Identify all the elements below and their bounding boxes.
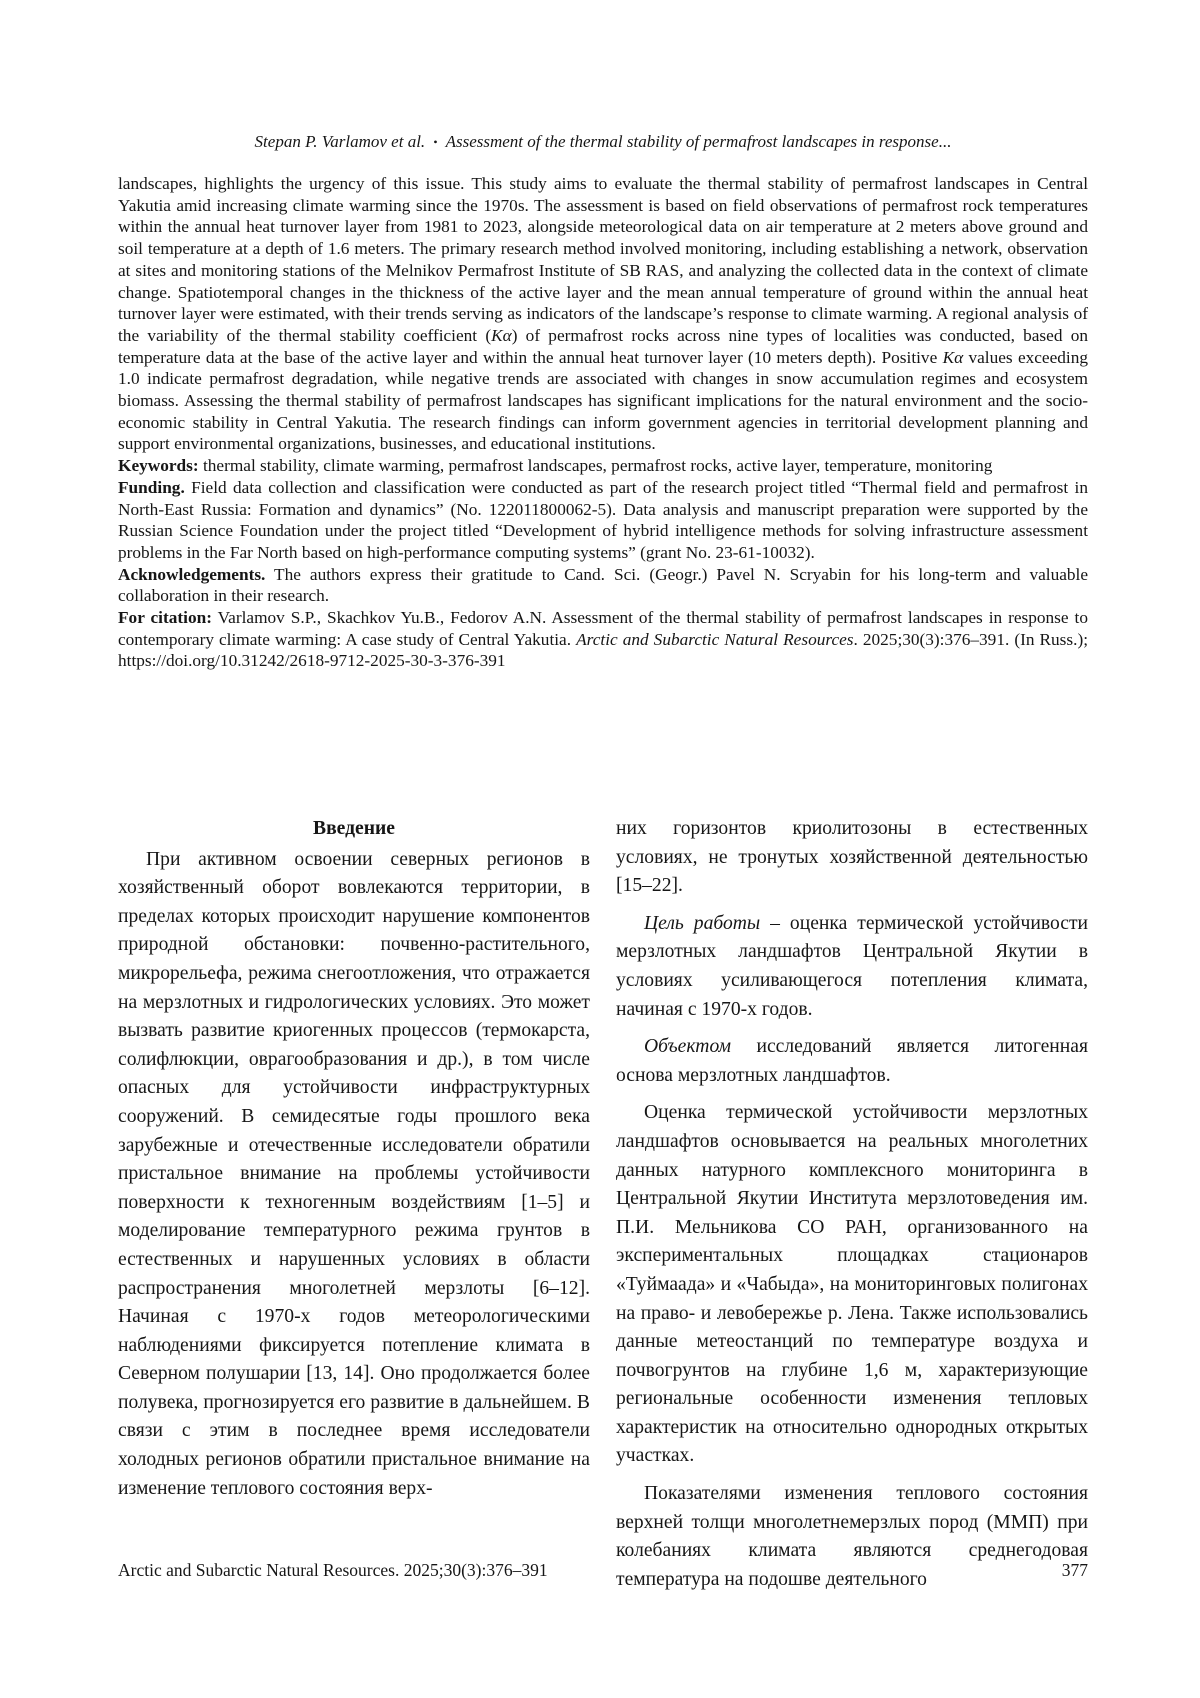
section-title-introduction: Введение: [313, 818, 395, 839]
abstract-block: [118, 173, 1088, 672]
header-separator: •: [433, 135, 438, 149]
paragraph: При активном освоении северных регионов в хозяйственный оборот вовлекаются территории, в пределах которых происходит нарушение компонентов природной обстановки: почвенно-растительного, микрорельефа, режима снегоотложения, что отражается на мерзлотных и гидрологических условиях. Это может вызвать развитие криогенных процессов (термокарста, солифлюкции, оврагообразования и др.), в том числе опасных для устойчивости инфраструктурных сооружений. В семидесятые годы прошлого века зарубежные и отечественные исследователи обратили пристальное внимание на проблемы устойчивости поверхности к техногенным воздействиям [1–5] и моделирование температурного режима грунтов в естественных и нарушенных условиях в области распространения многолетней мерзлоты [6–12]. Начиная с 1970-х годов метеорологическими наблюдениями фиксируется потепление климата в Северном полушарии [13, 14]. Оно продолжается более полувека, прогнозируется его развитие в дальнейшем. В связи с этим в последнее время исследователи холодных регионов обратили пристальное внимание на изменение теплового состояния верх-: [118, 848, 590, 1499]
body-columns: [118, 815, 1088, 1594]
paragraph: Оценка термической устойчивости мерзлотных ландшафтов основывается на реальных многолетних данных натурного комплексного мониторинга в Центральной Якутии Института мерзлотоведения им. П.И. Мельникова СО РАН, организованного на экспериментальных площадках стационаров «Туймаада» и «Чабыда», на мониторинговых полигонах на право- и левобережье р. Лена. Также использовались данные метеостанций по температуре воздуха и почвогрунтов на глубине 1,6 м, характеризующие региональные особенности изменения тепловых характеристик на относительно однородных открытых участках.: [616, 1102, 1088, 1467]
paragraph-goal: Цель работы – оценка термической устойчивости мерзлотных ландшафтов Центральной Якутии в условиях усиливающегося потепления климата, начиная с 1970-х годов.: [616, 912, 1089, 1020]
header-article-title: Assessment of the thermal stability of permafrost landscapes in response...: [445, 132, 952, 151]
funding-text: Field data collection and classification were conducted as part of the research project titled “Thermal field and permafrost in North-East Russia: Formation and dynamics” (No. 122011800062-5). Data analysis and manuscript preparation were supported by the Russian Science Foundation under the project titled “Development of hybrid intelligence methods for solving infrastructure assessment problems in the Far North based on high-performance computing systems” (grant No. 23-61-10032).: [118, 477, 1088, 562]
object-label: Объектом: [644, 1036, 731, 1058]
citation: For citation: Varlamov S.P., Skachkov Yu.B., Fedorov A.N. Assessment of the thermal stability of permafrost landscapes in response to contemporary climate warming: A case study of Central Yakutia. Arctic and Subarctic Natural Resources. 2025;30(3):376–391. (In Russ.); https://doi.org/10.31242/2618-9712-2025-30-3-376-391: [118, 608, 1089, 671]
acknowledgements-label: Acknowledgements.: [118, 564, 266, 584]
footer-journal: Arctic and Subarctic Natural Resources. 2025;30(3):376–391: [118, 1560, 548, 1580]
paragraph: них горизонтов криолитозоны в естественных условиях, не тронутых хозяйственной деятельностью [15–22].: [616, 818, 1088, 897]
thermal-stability-coefficient: Kα: [491, 325, 512, 345]
left-column: [118, 815, 590, 1594]
citation-journal: Arctic and Subarctic Natural Resources: [576, 629, 854, 649]
running-header: [118, 131, 1088, 154]
paragraph: Показателями изменения теплового состояния верхней толщи многолетнемерзлых пород (ММП) при колебаниях климата являются среднегодовая температура на подошве деятельного: [616, 1483, 1088, 1590]
acknowledgements: [118, 564, 1088, 607]
acknowledgements-text: The authors express their gratitude to Cand. Sci. (Geogr.) Pavel N. Scryabin for his long-term and valuable collaboration in their research.: [118, 564, 1088, 606]
citation-label: For citation:: [118, 608, 212, 628]
goal-label: Цель работы: [644, 912, 761, 934]
abstract-text: landscapes, highlights the urgency of this issue. This study aims to evaluate the thermal stability of permafrost landscapes in Central Yakutia amid increasing climate warming since the 1970s. The assessment is based on field observations of permafrost rock temperatures within the annual heat turnover layer from 1981 to 2023, alongside meteorological data on air temperature at 2 meters above ground and soil temperature at a depth of 1.6 meters. The primary research method involved monitoring, including establishing a network, observation at sites and monitoring stations of the Melnikov Permafrost Institute of SB RAS, and analyzing the collected data in the context of climate change. Spatiotemporal changes in the thickness of the active layer and the mean annual temperature of ground within the annual heat turnover layer were estimated, with their trends serving as indicators of the landscape’s response to climate warming. A regional analysis of the variability of the thermal stability coefficient (Kα) of permafrost rocks across nine types of localities was conducted, based on temperature data at the base of the active layer and within the annual heat turnover layer (10 meters depth). Positive Kα values exceeding 1.0 indicate permafrost degradation, while negative trends are associated with changes in snow accumulation regimes and ecosystem biomass. Assessing the thermal stability of permafrost landscapes has significant implications for the natural environment and the socio-economic stability in Central Yakutia. The research findings can inform government agencies in territorial development planning and support environmental organizations, businesses, and educational institutions.: [118, 174, 1088, 454]
paragraph-object: Объектом исследований является литогенная основа мерзлотных ландшафтов.: [616, 1036, 1088, 1086]
funding-label: Funding.: [118, 477, 185, 497]
header-authors: Stepan P. Varlamov et al.: [254, 132, 426, 151]
page-footer: [118, 1559, 1088, 1581]
thermal-stability-coefficient: Kα: [942, 347, 964, 367]
right-column: [616, 815, 1088, 1594]
page-number: 377: [1061, 1560, 1088, 1580]
funding: [118, 477, 1088, 564]
keywords-text: thermal stability, climate warming, permafrost landscapes, permafrost rocks, active layer, temperature, monitoring: [198, 456, 993, 476]
keywords: [118, 455, 1088, 477]
keywords-label: Keywords:: [118, 456, 199, 476]
